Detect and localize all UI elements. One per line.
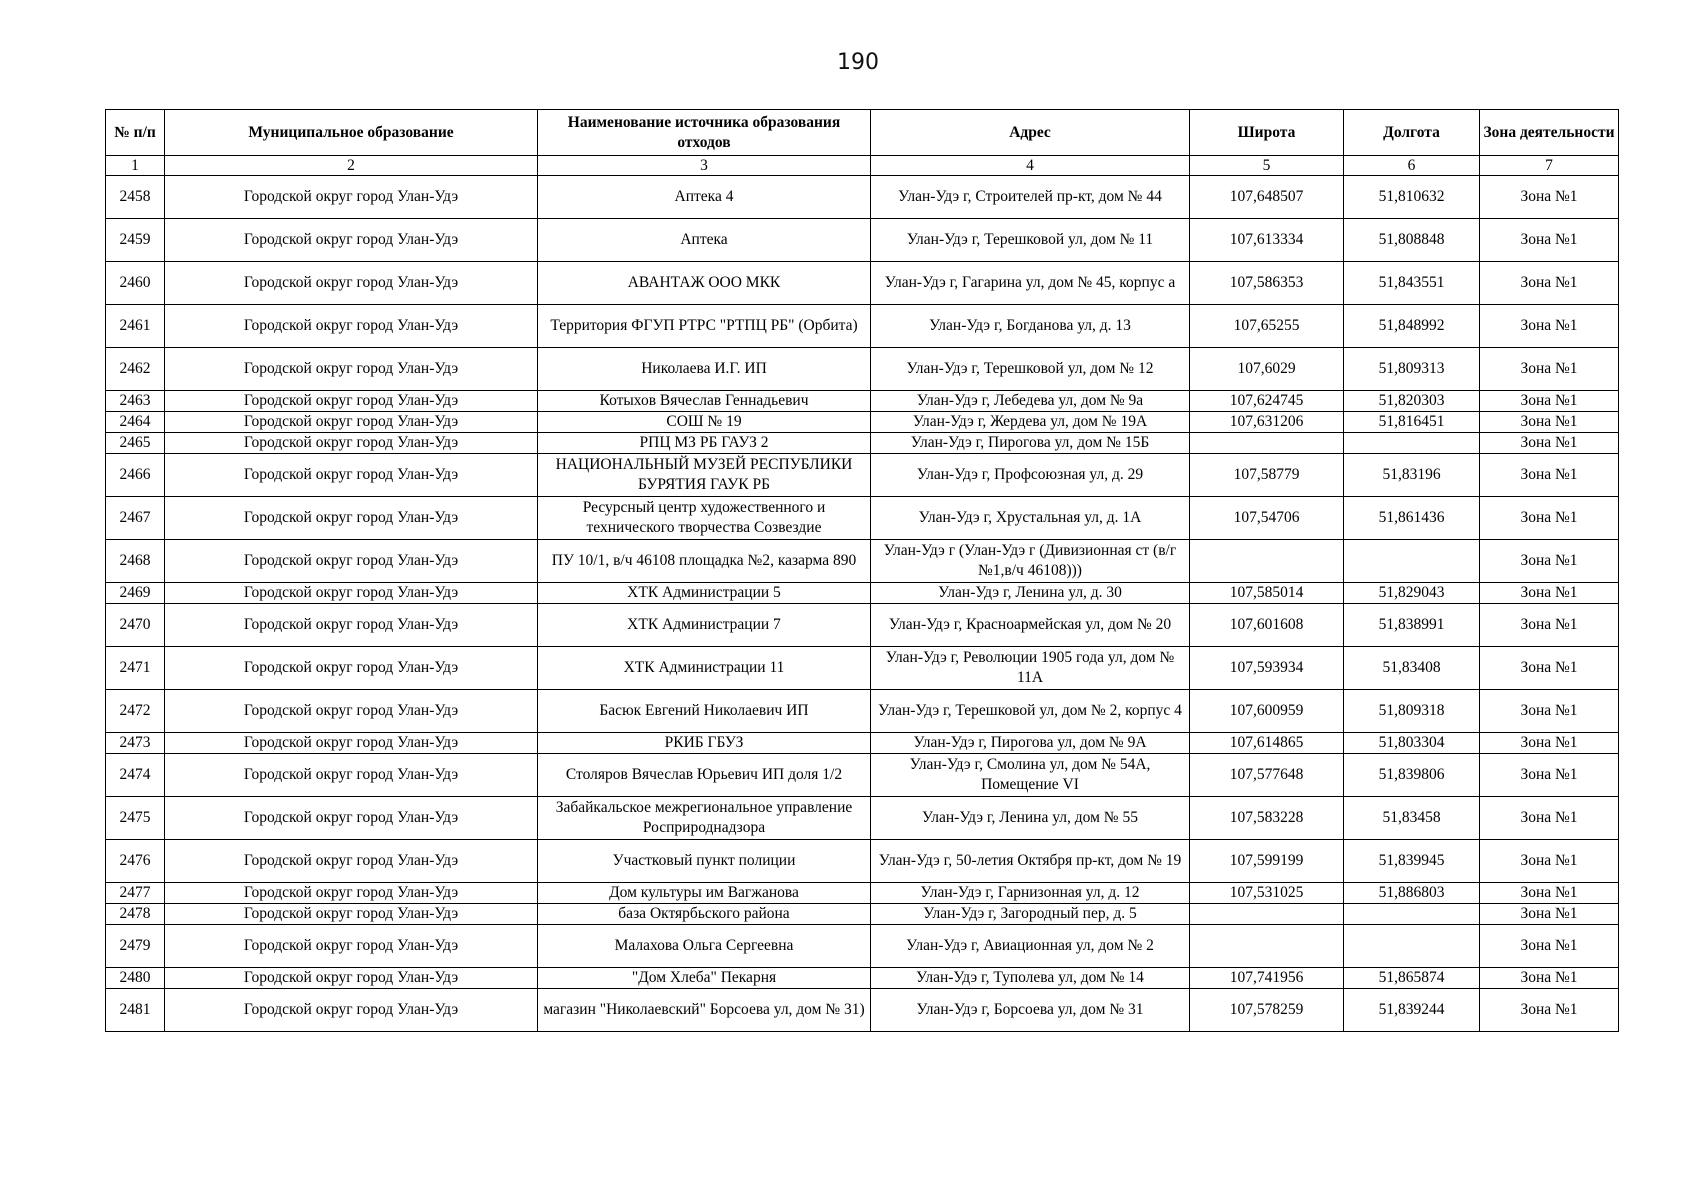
source-name-cell: ПУ 10/1, в/ч 46108 площадка №2, казарма 890 (538, 540, 871, 583)
address-cell: Улан-Удэ г, 50-летия Октября пр-кт, дом № 19 (871, 840, 1190, 883)
table-row (106, 754, 1619, 797)
source-name-cell: база Октярбьского района (538, 904, 871, 925)
row-number-cell: 2475 (106, 797, 165, 840)
source-name-cell: Аптека 4 (538, 176, 871, 219)
waste-sources-table (105, 109, 1619, 1032)
table-row (106, 305, 1619, 348)
row-number-cell: 2462 (106, 348, 165, 391)
address-cell: Улан-Удэ г, Терешковой ул, дом № 2, корпус 4 (871, 690, 1190, 733)
latitude-cell: 107,613334 (1190, 219, 1344, 262)
source-name-cell: магазин "Николаевский" Борсоева ул, дом № 31) (538, 989, 871, 1032)
column-header: Зона деятельности (1480, 110, 1619, 156)
municipality-cell: Городской округ город Улан-Удэ (165, 262, 538, 305)
row-number-cell: 2468 (106, 540, 165, 583)
column-number: 2 (165, 156, 538, 176)
zone-cell: Зона №1 (1480, 262, 1619, 305)
latitude-cell: 107,531025 (1190, 883, 1344, 904)
address-cell: Улан-Удэ г, Хрустальная ул, д. 1А (871, 497, 1190, 540)
column-header: Широта (1190, 110, 1344, 156)
row-number-cell: 2474 (106, 754, 165, 797)
latitude-cell: 107,583228 (1190, 797, 1344, 840)
row-number-cell: 2460 (106, 262, 165, 305)
source-name-cell: "Дом Хлеба" Пекарня (538, 968, 871, 989)
table-row (106, 412, 1619, 433)
latitude-cell: 107,614865 (1190, 733, 1344, 754)
source-name-cell: Территория ФГУП РТРС "РТПЦ РБ" (Орбита) (538, 305, 871, 348)
zone-cell: Зона №1 (1480, 497, 1619, 540)
zone-cell: Зона №1 (1480, 454, 1619, 497)
table-row (106, 497, 1619, 540)
address-cell: Улан-Удэ г, Лебедева ул, дом № 9а (871, 391, 1190, 412)
address-cell: Улан-Удэ г, Профсоюзная ул, д. 29 (871, 454, 1190, 497)
municipality-cell: Городской округ город Улан-Удэ (165, 391, 538, 412)
latitude-cell: 107,600959 (1190, 690, 1344, 733)
municipality-cell: Городской округ город Улан-Удэ (165, 733, 538, 754)
source-name-cell: Аптека (538, 219, 871, 262)
longitude-cell: 51,83458 (1344, 797, 1480, 840)
column-number: 1 (106, 156, 165, 176)
column-number: 4 (871, 156, 1190, 176)
address-cell: Улан-Удэ г, Строителей пр-кт, дом № 44 (871, 176, 1190, 219)
latitude-cell: 107,54706 (1190, 497, 1344, 540)
municipality-cell: Городской округ город Улан-Удэ (165, 989, 538, 1032)
source-name-cell: Участковый пункт полиции (538, 840, 871, 883)
row-number-cell: 2470 (106, 604, 165, 647)
latitude-cell (1190, 904, 1344, 925)
latitude-cell (1190, 433, 1344, 454)
column-number-row (106, 156, 1619, 176)
row-number-cell: 2473 (106, 733, 165, 754)
longitude-cell (1344, 540, 1480, 583)
source-name-cell: Ресурсный центр художественного и технического творчества Созвездие (538, 497, 871, 540)
table-row (106, 968, 1619, 989)
longitude-cell: 51,861436 (1344, 497, 1480, 540)
municipality-cell: Городской округ город Улан-Удэ (165, 840, 538, 883)
longitude-cell: 51,839945 (1344, 840, 1480, 883)
municipality-cell: Городской округ город Улан-Удэ (165, 540, 538, 583)
latitude-cell: 107,577648 (1190, 754, 1344, 797)
address-cell: Улан-Удэ г, Ленина ул, дом № 55 (871, 797, 1190, 840)
municipality-cell: Городской округ город Улан-Удэ (165, 305, 538, 348)
zone-cell: Зона №1 (1480, 176, 1619, 219)
table-row (106, 840, 1619, 883)
row-number-cell: 2481 (106, 989, 165, 1032)
zone-cell: Зона №1 (1480, 305, 1619, 348)
table-row (106, 925, 1619, 968)
municipality-cell: Городской округ город Улан-Удэ (165, 454, 538, 497)
zone-cell: Зона №1 (1480, 604, 1619, 647)
zone-cell: Зона №1 (1480, 840, 1619, 883)
row-number-cell: 2471 (106, 647, 165, 690)
municipality-cell: Городской округ город Улан-Удэ (165, 647, 538, 690)
municipality-cell: Городской округ город Улан-Удэ (165, 968, 538, 989)
row-number-cell: 2476 (106, 840, 165, 883)
row-number-cell: 2477 (106, 883, 165, 904)
address-cell: Улан-Удэ г, Гарнизонная ул, д. 12 (871, 883, 1190, 904)
zone-cell: Зона №1 (1480, 989, 1619, 1032)
table-row (106, 604, 1619, 647)
table-row (106, 433, 1619, 454)
longitude-cell: 51,848992 (1344, 305, 1480, 348)
zone-cell: Зона №1 (1480, 754, 1619, 797)
row-number-cell: 2480 (106, 968, 165, 989)
latitude-cell: 107,648507 (1190, 176, 1344, 219)
municipality-cell: Городской округ город Улан-Удэ (165, 497, 538, 540)
table-row (106, 647, 1619, 690)
zone-cell: Зона №1 (1480, 583, 1619, 604)
column-header: Долгота (1344, 110, 1480, 156)
municipality-cell: Городской округ город Улан-Удэ (165, 925, 538, 968)
municipality-cell: Городской округ город Улан-Удэ (165, 604, 538, 647)
table-row (106, 176, 1619, 219)
column-number: 5 (1190, 156, 1344, 176)
municipality-cell: Городской округ город Улан-Удэ (165, 176, 538, 219)
table-row (106, 583, 1619, 604)
column-number: 6 (1344, 156, 1480, 176)
address-cell: Улан-Удэ г, Терешковой ул, дом № 11 (871, 219, 1190, 262)
row-number-cell: 2467 (106, 497, 165, 540)
row-number-cell: 2461 (106, 305, 165, 348)
source-name-cell: ХТК Администрации 7 (538, 604, 871, 647)
latitude-cell: 107,586353 (1190, 262, 1344, 305)
longitude-cell: 51,816451 (1344, 412, 1480, 433)
address-cell: Улан-Удэ г, Богданова ул, д. 13 (871, 305, 1190, 348)
column-header: Адрес (871, 110, 1190, 156)
longitude-cell: 51,886803 (1344, 883, 1480, 904)
source-name-cell: ХТК Администрации 11 (538, 647, 871, 690)
page-number: 190 (837, 50, 879, 75)
row-number-cell: 2479 (106, 925, 165, 968)
latitude-cell: 107,6029 (1190, 348, 1344, 391)
source-name-cell: СОШ № 19 (538, 412, 871, 433)
longitude-cell: 51,803304 (1344, 733, 1480, 754)
longitude-cell: 51,83408 (1344, 647, 1480, 690)
column-header: № п/п (106, 110, 165, 156)
address-cell: Улан-Удэ г, Пирогова ул, дом № 9А (871, 733, 1190, 754)
table-row (106, 391, 1619, 412)
address-cell: Улан-Удэ г, Жердева ул, дом № 19А (871, 412, 1190, 433)
source-name-cell: Басюк Евгений Николаевич ИП (538, 690, 871, 733)
longitude-cell: 51,829043 (1344, 583, 1480, 604)
latitude-cell: 107,578259 (1190, 989, 1344, 1032)
longitude-cell: 51,809318 (1344, 690, 1480, 733)
longitude-cell: 51,839244 (1344, 989, 1480, 1032)
zone-cell: Зона №1 (1480, 883, 1619, 904)
column-number: 7 (1480, 156, 1619, 176)
address-cell: Улан-Удэ г, Смолина ул, дом № 54А, Помещение VI (871, 754, 1190, 797)
municipality-cell: Городской округ город Улан-Удэ (165, 219, 538, 262)
address-cell: Улан-Удэ г, Авиационная ул, дом № 2 (871, 925, 1190, 968)
latitude-cell: 107,599199 (1190, 840, 1344, 883)
zone-cell: Зона №1 (1480, 540, 1619, 583)
column-number: 3 (538, 156, 871, 176)
table-row (106, 690, 1619, 733)
source-name-cell: АВАНТАЖ ООО МКК (538, 262, 871, 305)
latitude-cell: 107,741956 (1190, 968, 1344, 989)
longitude-cell: 51,820303 (1344, 391, 1480, 412)
longitude-cell (1344, 925, 1480, 968)
source-name-cell: Малахова Ольга Сергеевна (538, 925, 871, 968)
column-header: Наименование источника образования отходов (538, 110, 871, 156)
table-row (106, 262, 1619, 305)
zone-cell: Зона №1 (1480, 647, 1619, 690)
municipality-cell: Городской округ город Улан-Удэ (165, 412, 538, 433)
zone-cell: Зона №1 (1480, 219, 1619, 262)
latitude-cell: 107,593934 (1190, 647, 1344, 690)
zone-cell: Зона №1 (1480, 348, 1619, 391)
address-cell: Улан-Удэ г, Гагарина ул, дом № 45, корпус а (871, 262, 1190, 305)
address-cell: Улан-Удэ г, Ленина ул, д. 30 (871, 583, 1190, 604)
source-name-cell: ХТК Администрации 5 (538, 583, 871, 604)
address-cell: Улан-Удэ г, Красноармейская ул, дом № 20 (871, 604, 1190, 647)
row-number-cell: 2466 (106, 454, 165, 497)
table-body (106, 176, 1619, 1032)
longitude-cell: 51,83196 (1344, 454, 1480, 497)
row-number-cell: 2472 (106, 690, 165, 733)
table-row (106, 989, 1619, 1032)
address-cell: Улан-Удэ г, Терешковой ул, дом № 12 (871, 348, 1190, 391)
row-number-cell: 2465 (106, 433, 165, 454)
address-cell: Улан-Удэ г (Улан-Удэ г (Дивизионная ст (в/г №1,в/ч 46108))) (871, 540, 1190, 583)
table-row (106, 733, 1619, 754)
row-number-cell: 2469 (106, 583, 165, 604)
municipality-cell: Городской округ город Улан-Удэ (165, 583, 538, 604)
table-row (106, 348, 1619, 391)
source-name-cell: РПЦ МЗ РБ ГАУЗ 2 (538, 433, 871, 454)
address-cell: Улан-Удэ г, Загородный пер, д. 5 (871, 904, 1190, 925)
table-header-row (106, 110, 1619, 156)
longitude-cell: 51,843551 (1344, 262, 1480, 305)
zone-cell: Зона №1 (1480, 391, 1619, 412)
zone-cell: Зона №1 (1480, 925, 1619, 968)
municipality-cell: Городской округ город Улан-Удэ (165, 754, 538, 797)
municipality-cell: Городской округ город Улан-Удэ (165, 883, 538, 904)
longitude-cell: 51,838991 (1344, 604, 1480, 647)
municipality-cell: Городской округ город Улан-Удэ (165, 433, 538, 454)
table-row (106, 219, 1619, 262)
table-row (106, 797, 1619, 840)
zone-cell: Зона №1 (1480, 690, 1619, 733)
latitude-cell: 107,58779 (1190, 454, 1344, 497)
longitude-cell: 51,810632 (1344, 176, 1480, 219)
source-name-cell: Николаева И.Г. ИП (538, 348, 871, 391)
source-name-cell: Забайкальское межрегиональное управление Росприроднадзора (538, 797, 871, 840)
address-cell: Улан-Удэ г, Борсоева ул, дом № 31 (871, 989, 1190, 1032)
table-row (106, 540, 1619, 583)
longitude-cell: 51,809313 (1344, 348, 1480, 391)
address-cell: Улан-Удэ г, Пирогова ул, дом № 15Б (871, 433, 1190, 454)
longitude-cell: 51,839806 (1344, 754, 1480, 797)
municipality-cell: Городской округ город Улан-Удэ (165, 690, 538, 733)
table-row (106, 904, 1619, 925)
latitude-cell: 107,585014 (1190, 583, 1344, 604)
source-name-cell: Котыхов Вячеслав Геннадьевич (538, 391, 871, 412)
table-row (106, 454, 1619, 497)
address-cell: Улан-Удэ г, Туполева ул, дом № 14 (871, 968, 1190, 989)
row-number-cell: 2463 (106, 391, 165, 412)
latitude-cell: 107,65255 (1190, 305, 1344, 348)
zone-cell: Зона №1 (1480, 797, 1619, 840)
source-name-cell: РКИБ ГБУЗ (538, 733, 871, 754)
source-name-cell: Дом культуры им Вагжанова (538, 883, 871, 904)
longitude-cell: 51,808848 (1344, 219, 1480, 262)
row-number-cell: 2464 (106, 412, 165, 433)
latitude-cell (1190, 540, 1344, 583)
zone-cell: Зона №1 (1480, 733, 1619, 754)
municipality-cell: Городской округ город Улан-Удэ (165, 797, 538, 840)
latitude-cell: 107,601608 (1190, 604, 1344, 647)
latitude-cell: 107,624745 (1190, 391, 1344, 412)
zone-cell: Зона №1 (1480, 412, 1619, 433)
table-row (106, 883, 1619, 904)
municipality-cell: Городской округ город Улан-Удэ (165, 348, 538, 391)
address-cell: Улан-Удэ г, Революции 1905 года ул, дом № 11А (871, 647, 1190, 690)
zone-cell: Зона №1 (1480, 968, 1619, 989)
latitude-cell (1190, 925, 1344, 968)
latitude-cell: 107,631206 (1190, 412, 1344, 433)
zone-cell: Зона №1 (1480, 433, 1619, 454)
longitude-cell (1344, 904, 1480, 925)
municipality-cell: Городской округ город Улан-Удэ (165, 904, 538, 925)
source-name-cell: Столяров Вячеслав Юрьевич ИП доля 1/2 (538, 754, 871, 797)
column-header: Муниципальное образование (165, 110, 538, 156)
longitude-cell: 51,865874 (1344, 968, 1480, 989)
source-name-cell: НАЦИОНАЛЬНЫЙ МУЗЕЙ РЕСПУБЛИКИ БУРЯТИЯ ГАУК РБ (538, 454, 871, 497)
row-number-cell: 2478 (106, 904, 165, 925)
zone-cell: Зона №1 (1480, 904, 1619, 925)
row-number-cell: 2458 (106, 176, 165, 219)
row-number-cell: 2459 (106, 219, 165, 262)
longitude-cell (1344, 433, 1480, 454)
